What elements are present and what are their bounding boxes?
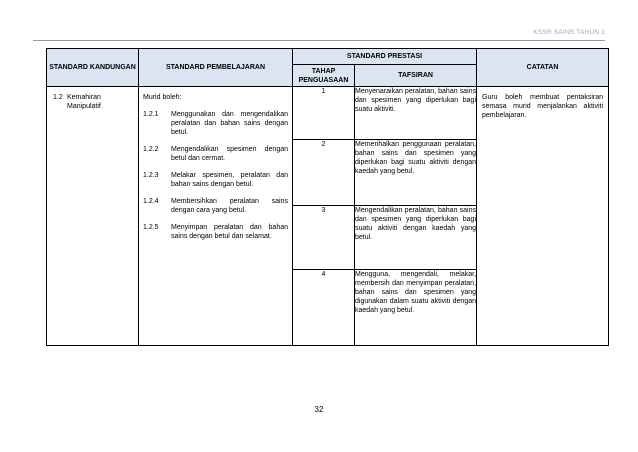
standard-kandungan-number: 1.2 — [53, 94, 63, 101]
learning-standard-number: 1.2.2 — [143, 146, 159, 153]
learning-standard-text: Menyimpan peralatan dan bahan sains dengan betul dan selamat. — [171, 224, 288, 240]
performance-level: 2 — [293, 140, 355, 206]
header-standard-pembelajaran: STANDARD PEMBELAJARAN — [139, 49, 293, 87]
standard-kandungan-text: Kemahiran Manipulatif — [67, 94, 101, 110]
header-catatan: CATATAN — [477, 49, 609, 87]
learning-standard-item — [139, 167, 292, 193]
catatan-text: Guru boleh membuat pentaksiran semasa murid menjalankan aktiviti pembelajaran. — [482, 94, 604, 119]
page-number: 32 — [314, 405, 324, 414]
header-divider — [33, 40, 605, 41]
learning-standard-item — [139, 193, 292, 219]
learning-standard-text: Menggunakan dan mengendalikan peralatan dan bahan sains dengan betul. — [171, 111, 288, 136]
performance-level: 4 — [293, 270, 355, 346]
performance-descriptor: Menyenaraikan peralatan, bahan sains dan spesimen yang diperlukan bagi suatu aktiviti. — [355, 87, 477, 140]
page-header-title: KSSR SAINS TAHUN 1 — [533, 29, 605, 36]
learning-standard-number: 1.2.3 — [143, 172, 159, 179]
performance-descriptor: Memerihalkan penggunaan peralatan, bahan sains dan spesimen yang diperlukan bagi suatu aktiviti dengan kaedah yang betul. — [355, 140, 477, 206]
learning-standard-item — [139, 106, 292, 141]
header-standard-kandungan: STANDARD KANDUNGAN — [47, 49, 139, 87]
learning-standard-text: Membersihkan peralatan sains dengan cara yang betul. — [171, 198, 288, 214]
performance-level: 1 — [293, 87, 355, 140]
catatan-cell — [477, 87, 609, 346]
performance-level: 3 — [293, 206, 355, 270]
standards-table — [46, 48, 609, 346]
learning-standard-number: 1.2.5 — [143, 224, 159, 231]
performance-descriptor: Mengendalikan peralatan, bahan sains dan spesimen yang diperlukan bagi suatu aktiviti dengan kaedah yang betul. — [355, 206, 477, 270]
learning-standard-text: Mengendalikan spesimen dengan betul dan cermat. — [171, 146, 288, 162]
standard-kandungan-cell — [47, 87, 139, 346]
learning-standard-item — [139, 141, 292, 167]
performance-descriptor: Mengguna, mengendali, melakar, membersih dan menyimpan peralatan, bahan sains dan spesimen yang digunakan dalam suatu aktiviti dengan kaedah yang betul. — [355, 270, 477, 346]
header-tafsiran: TAFSIRAN — [355, 65, 477, 87]
learning-standard-number: 1.2.1 — [143, 111, 159, 118]
learning-standard-item — [139, 219, 292, 245]
learning-standard-text: Melakar spesimen, peralatan dan bahan sains dengan betul. — [171, 172, 288, 188]
header-tahap-penguasaan: TAHAP PENGUASAAN — [293, 65, 355, 87]
learning-standard-number: 1.2.4 — [143, 198, 159, 205]
standard-pembelajaran-intro: Murid boleh: — [143, 94, 182, 101]
header-standard-prestasi: STANDARD PRESTASI — [293, 49, 477, 65]
standard-pembelajaran-cell — [139, 87, 293, 346]
